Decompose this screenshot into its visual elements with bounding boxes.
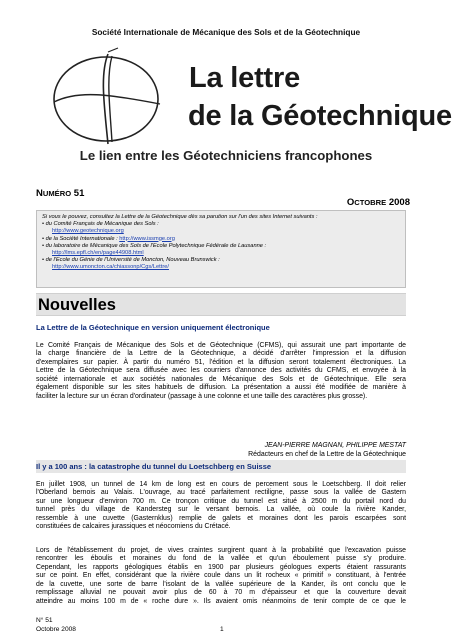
society-name: Société Internationale de Mécanique des Sols et de la Géotechnique [91,27,361,37]
article2-line: rencontrer les éboulis et moraines du fond de la vallée et qu'un éboulement puisse s'y produire. [36,555,406,563]
article1-signature-role: Rédacteurs en chef de la Lettre de la Géotechnique [248,451,406,458]
issue-number: NUMÉRO 51 [36,188,85,199]
info-item-issmge: • de la Société Internationale : http://www.issmge.org [42,235,175,242]
link-geotechnique[interactable]: http://www.geotechnique.org [52,228,124,235]
article2-line: tunnel près du village de Kandersteg sur le versant bernois. La vallée, où coule la rivière Kander, [36,506,406,514]
article1-signature: JEAN-PIERRE MAGNAN, PHILIPPE MESTAT [264,442,406,449]
link-epfl[interactable]: http://lms.epfl.ch/en/page44908.html [52,250,144,257]
article1-line: d'exemplaires sur papier. À partir du numéro 51, l'édition et la diffusion seront totalement électroniques. La [36,358,406,366]
article1-line: société internationale et aux sociétés nationales de Mécanique des Sols et de Géotechnique. Elle sera [36,375,406,383]
article2-line: remplissage alluvial ne pouvait avoir plus de 60 à 70 m d'épaisseur et que la couverture devait [36,589,406,597]
link-issmge[interactable]: http://www.issmge.org [119,235,175,242]
title-line-1: La lettre [189,62,301,94]
section-header-nouvelles [36,293,406,316]
article2-line: En juillet 1908, un tunnel de 14 km de long est en cours de percement sous le Loetschberg. Il doit relier [36,481,406,488]
info-item-cfms: • du Comité Français de Mécanique des Sols : [42,221,159,228]
article1-heading: La Lettre de la Géotechnique en version uniquement électronique [36,323,270,332]
article2-heading-bar [36,460,406,473]
subtitle: Le lien entre les Géotechniciens francophones [79,148,373,163]
info-intro: Si vous le pouvez, consultez la Lettre de la Géotechnique dès sa parution sur l'un des sites Internet suivants : [42,214,318,220]
article2-line: de la cuvette, une sorte de barre l'isolant de la vallée supérieure de la Kander, ils ont conclu que le [36,580,406,588]
issue-date: OCTOBRE 2008 [346,197,410,208]
article2-paragraph-2 [36,547,406,606]
link-moncton[interactable]: http://www.umoncton.ca/chiassonp/Cgs/Lettre/ [52,264,169,271]
article1-line: Le Comité Français de Mécanique des Sols et de Géotechnique (CFMS), qui assurait une part importante de [36,342,406,349]
article2-line: ressemble à une cuvette (Gasternklus) remplie de galets et moraines dont les parois escarpées sont [36,514,406,522]
article2-line: sur une longueur d'environ 700 m. Ce tronçon critique du tunnel est situé à 2500 m du portail nord du [36,497,406,505]
article1-line: Lettre de la Géotechnique sera diffusée avec les courriers d'annonce des activités du CFMS, et envoyée à la [36,367,406,375]
article2-line: constituées de calcaires jurassiques et néocomiens du Crétacé. [36,523,231,531]
article1-body [36,342,406,401]
page-number: 1 [220,626,224,633]
title-line-2: de la Géotechnique [188,100,452,132]
article2-line: atteindre au moins 100 m de « roche dure ». Ils avaient omis néanmoins de tenir compte de ce que le [36,597,406,605]
article2-line: l'Oberland bernois au Valais. L'ouvrage, au tracé parfaitement rectiligne, passe sous la vallée de Gastern [36,489,406,497]
info-item-moncton: • de l'Ecole du Génie de l'Université de Moncton, Nouveau Brunswick : [42,257,220,264]
journal-logo [48,44,176,154]
article2-line: Cependant, les rapports géologiques établis en 1900 par plusieurs géologues experts étaient rassurants [36,563,406,571]
article1-line: la charge financière de la Lettre de la Géotechnique, a décidé d'arrêter l'impression et la diffusion [36,350,406,358]
article2-heading: Il y a 100 ans : la catastrophe du tunnel du Loetschberg en Suisse [36,462,272,471]
info-item-epfl: • du laboratoire de Mécanique des Sols de l'Ecole Polytechnique Fédérale de Lausanne : [42,242,267,249]
article1-line: également disponible sur les sites habituels de diffusion. La présentation a aussi été modifiée de manière à [36,384,406,392]
article2-line: Lors de l'établissement du projet, de vives craintes surgirent quant à la probabilité que l'excavation puisse [36,547,406,554]
info-box [36,210,406,288]
footer-date: Octobre 2008 [36,626,76,633]
footer-issue: N° 51 [36,617,53,624]
article2-paragraph-1 [36,481,406,532]
section-title: Nouvelles [38,296,116,314]
article2-line: sur ce point. En effet, considérant que la rivière coule dans un lit rocheux « primitif » constituant, à l'entrée [36,572,406,580]
article1-line: faciliter la lecture sur un écran d'ordinateur (passage à une colonne et une taille des caractères plus grosse). [36,392,368,400]
